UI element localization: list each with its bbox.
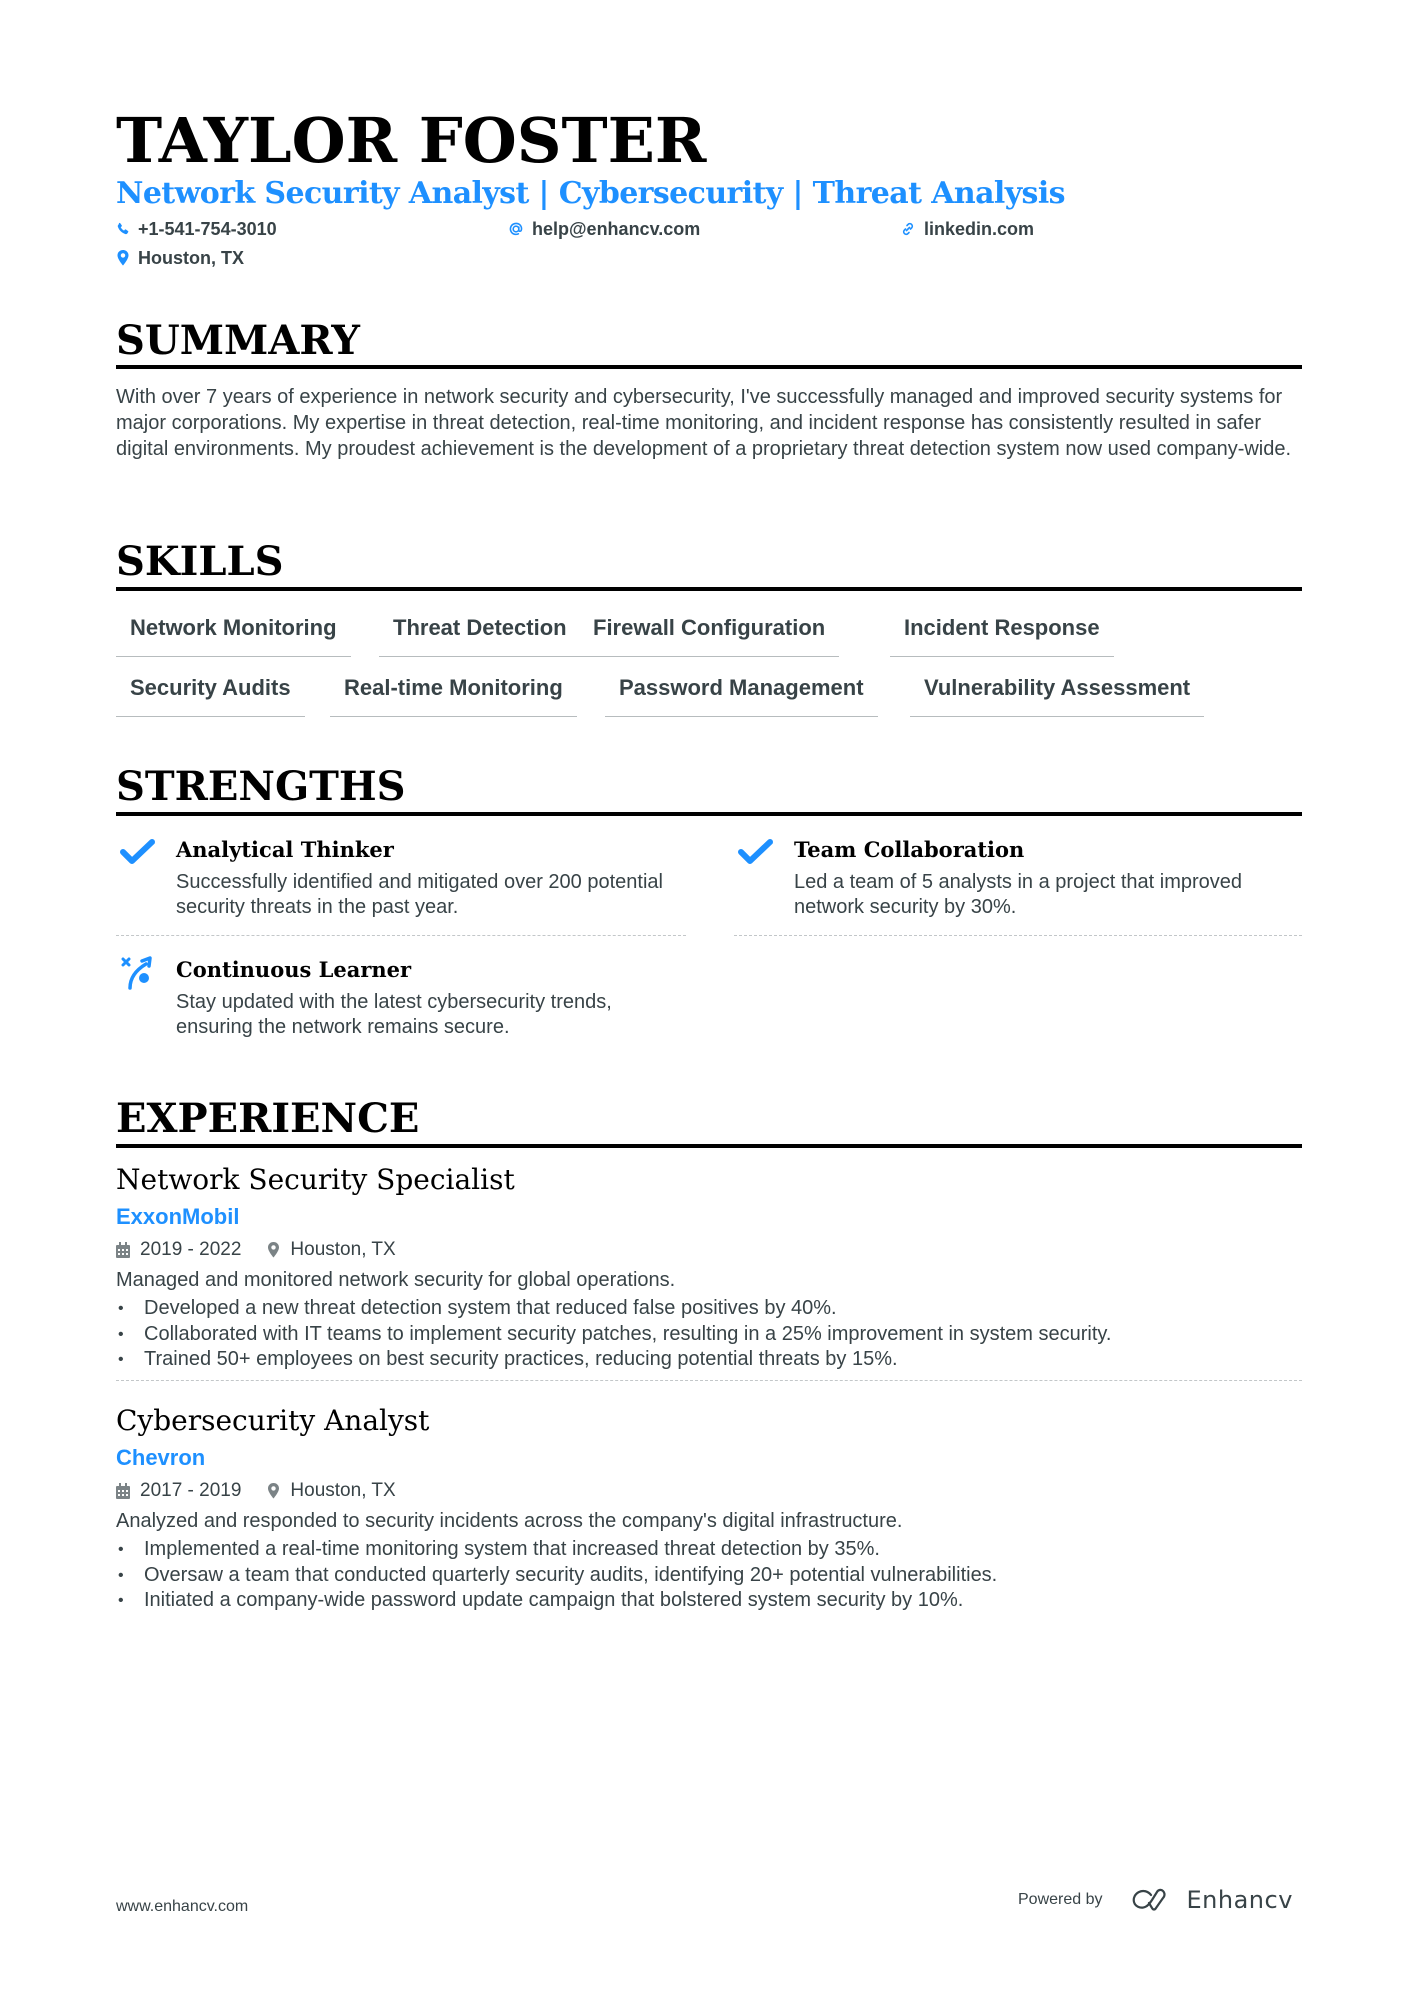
strength-title: Continuous Learner	[176, 957, 412, 982]
powered-by-label: Powered by	[1018, 1891, 1103, 1908]
section-divider	[116, 365, 1302, 369]
skill-tag: Vulnerability Assessment	[910, 674, 1204, 717]
job-dates: 2019 - 2022	[140, 1239, 242, 1260]
section-divider	[116, 587, 1302, 591]
contact-phone	[116, 217, 277, 241]
strength-divider	[734, 935, 1302, 936]
summary-text: With over 7 years of experience in network security and cybersecurity, I've successfully managed and improved security systems for major corporations. My expertise in threat detection, real-time monitoring, and incident response has consistently resulted in safer digital environments. My proudest achievement is the development of a proprietary threat detection system now used company-wide.	[116, 386, 1292, 460]
enhancv-logo-icon	[1131, 1887, 1177, 1913]
strength-title: Analytical Thinker	[176, 837, 394, 862]
location-pin-icon	[116, 250, 130, 266]
strength-title: Team Collaboration	[794, 837, 1025, 862]
job-bullets	[116, 1296, 1111, 1373]
section-title-summary: SUMMARY	[116, 317, 360, 364]
job-bullet: • Implemented a real-time monitoring system that increased threat detection by 35%.	[116, 1537, 997, 1563]
job-title: Network Security Specialist	[116, 1163, 515, 1196]
section-divider	[116, 1144, 1302, 1148]
strength-description: Stay updated with the latest cybersecurity trends, ensuring the network remains secure.	[176, 991, 612, 1038]
skill-tag: Network Monitoring	[116, 614, 351, 657]
location-pin-icon	[267, 1483, 280, 1499]
job-location: Houston, TX	[290, 1480, 396, 1501]
calendar-icon	[116, 1483, 130, 1499]
footer-website[interactable]: www.enhancv.com	[116, 1898, 249, 1915]
email-text: help@enhancv.com	[532, 219, 701, 239]
brand-name: Enhancv	[1186, 1886, 1293, 1914]
job-bullet: • Collaborated with IT teams to implement security patches, resulting in a 25% improvement in system security.	[116, 1322, 1111, 1348]
strength-description: Successfully identified and mitigated over 200 potential security threats in the past year.	[176, 871, 663, 918]
phone-icon	[116, 221, 130, 237]
strength-divider	[116, 935, 686, 936]
contact-email[interactable]	[508, 217, 700, 241]
job-description: Analyzed and responded to security incidents across the company's digital infrastructure.	[116, 1510, 903, 1532]
job-meta	[116, 1238, 396, 1262]
strength-description: Led a team of 5 analysts in a project that improved network security by 30%.	[794, 871, 1243, 918]
job-bullet: • Developed a new threat detection system that reduced false positives by 40%.	[116, 1296, 1111, 1322]
skill-tag: Incident Response	[890, 614, 1114, 657]
candidate-title: Network Security Analyst | Cybersecurity | Threat Analysis	[116, 176, 1065, 211]
skill-tag: Password Management	[605, 674, 878, 717]
job-bullets	[116, 1537, 997, 1614]
location-pin-icon	[267, 1242, 280, 1258]
skill-tag: Security Audits	[116, 674, 305, 717]
job-bullet: • Trained 50+ employees on best security practices, reducing potential threats by 15%.	[116, 1347, 1111, 1373]
link-text: linkedin.com	[924, 219, 1035, 239]
section-divider	[116, 812, 1302, 816]
checkmark-icon	[120, 838, 156, 866]
company-name: Chevron	[116, 1445, 206, 1470]
skill-tag: Threat Detection	[379, 614, 581, 657]
job-divider	[116, 1380, 1302, 1381]
contact-link[interactable]	[900, 217, 1034, 241]
job-title: Cybersecurity Analyst	[116, 1404, 430, 1437]
section-title-experience: EXPERIENCE	[116, 1095, 420, 1142]
job-location: Houston, TX	[290, 1239, 396, 1260]
job-description: Managed and monitored network security for global operations.	[116, 1269, 676, 1291]
company-name: ExxonMobil	[116, 1204, 240, 1229]
section-title-strengths: STRENGTHS	[116, 763, 406, 810]
location-text: Houston, TX	[138, 248, 244, 268]
job-dates: 2017 - 2019	[140, 1480, 242, 1501]
job-bullet: • Oversaw a team that conducted quarterly security audits, identifying 20+ potential vulnerabilities.	[116, 1563, 997, 1589]
skill-tag: Real-time Monitoring	[330, 674, 577, 717]
job-meta	[116, 1479, 396, 1503]
calendar-icon	[116, 1242, 130, 1258]
contact-location	[116, 246, 244, 270]
strategy-icon	[120, 954, 156, 990]
candidate-name: TAYLOR FOSTER	[116, 104, 707, 177]
at-icon	[508, 221, 524, 237]
skill-tag: Firewall Configuration	[579, 614, 839, 657]
link-icon	[900, 221, 916, 237]
footer-branding	[1018, 1886, 1293, 1914]
section-title-skills: SKILLS	[116, 538, 284, 585]
phone-text: +1-541-754-3010	[138, 219, 277, 239]
job-bullet: • Initiated a company-wide password update campaign that bolstered system security by 10%.	[116, 1588, 997, 1614]
checkmark-icon	[738, 838, 774, 866]
